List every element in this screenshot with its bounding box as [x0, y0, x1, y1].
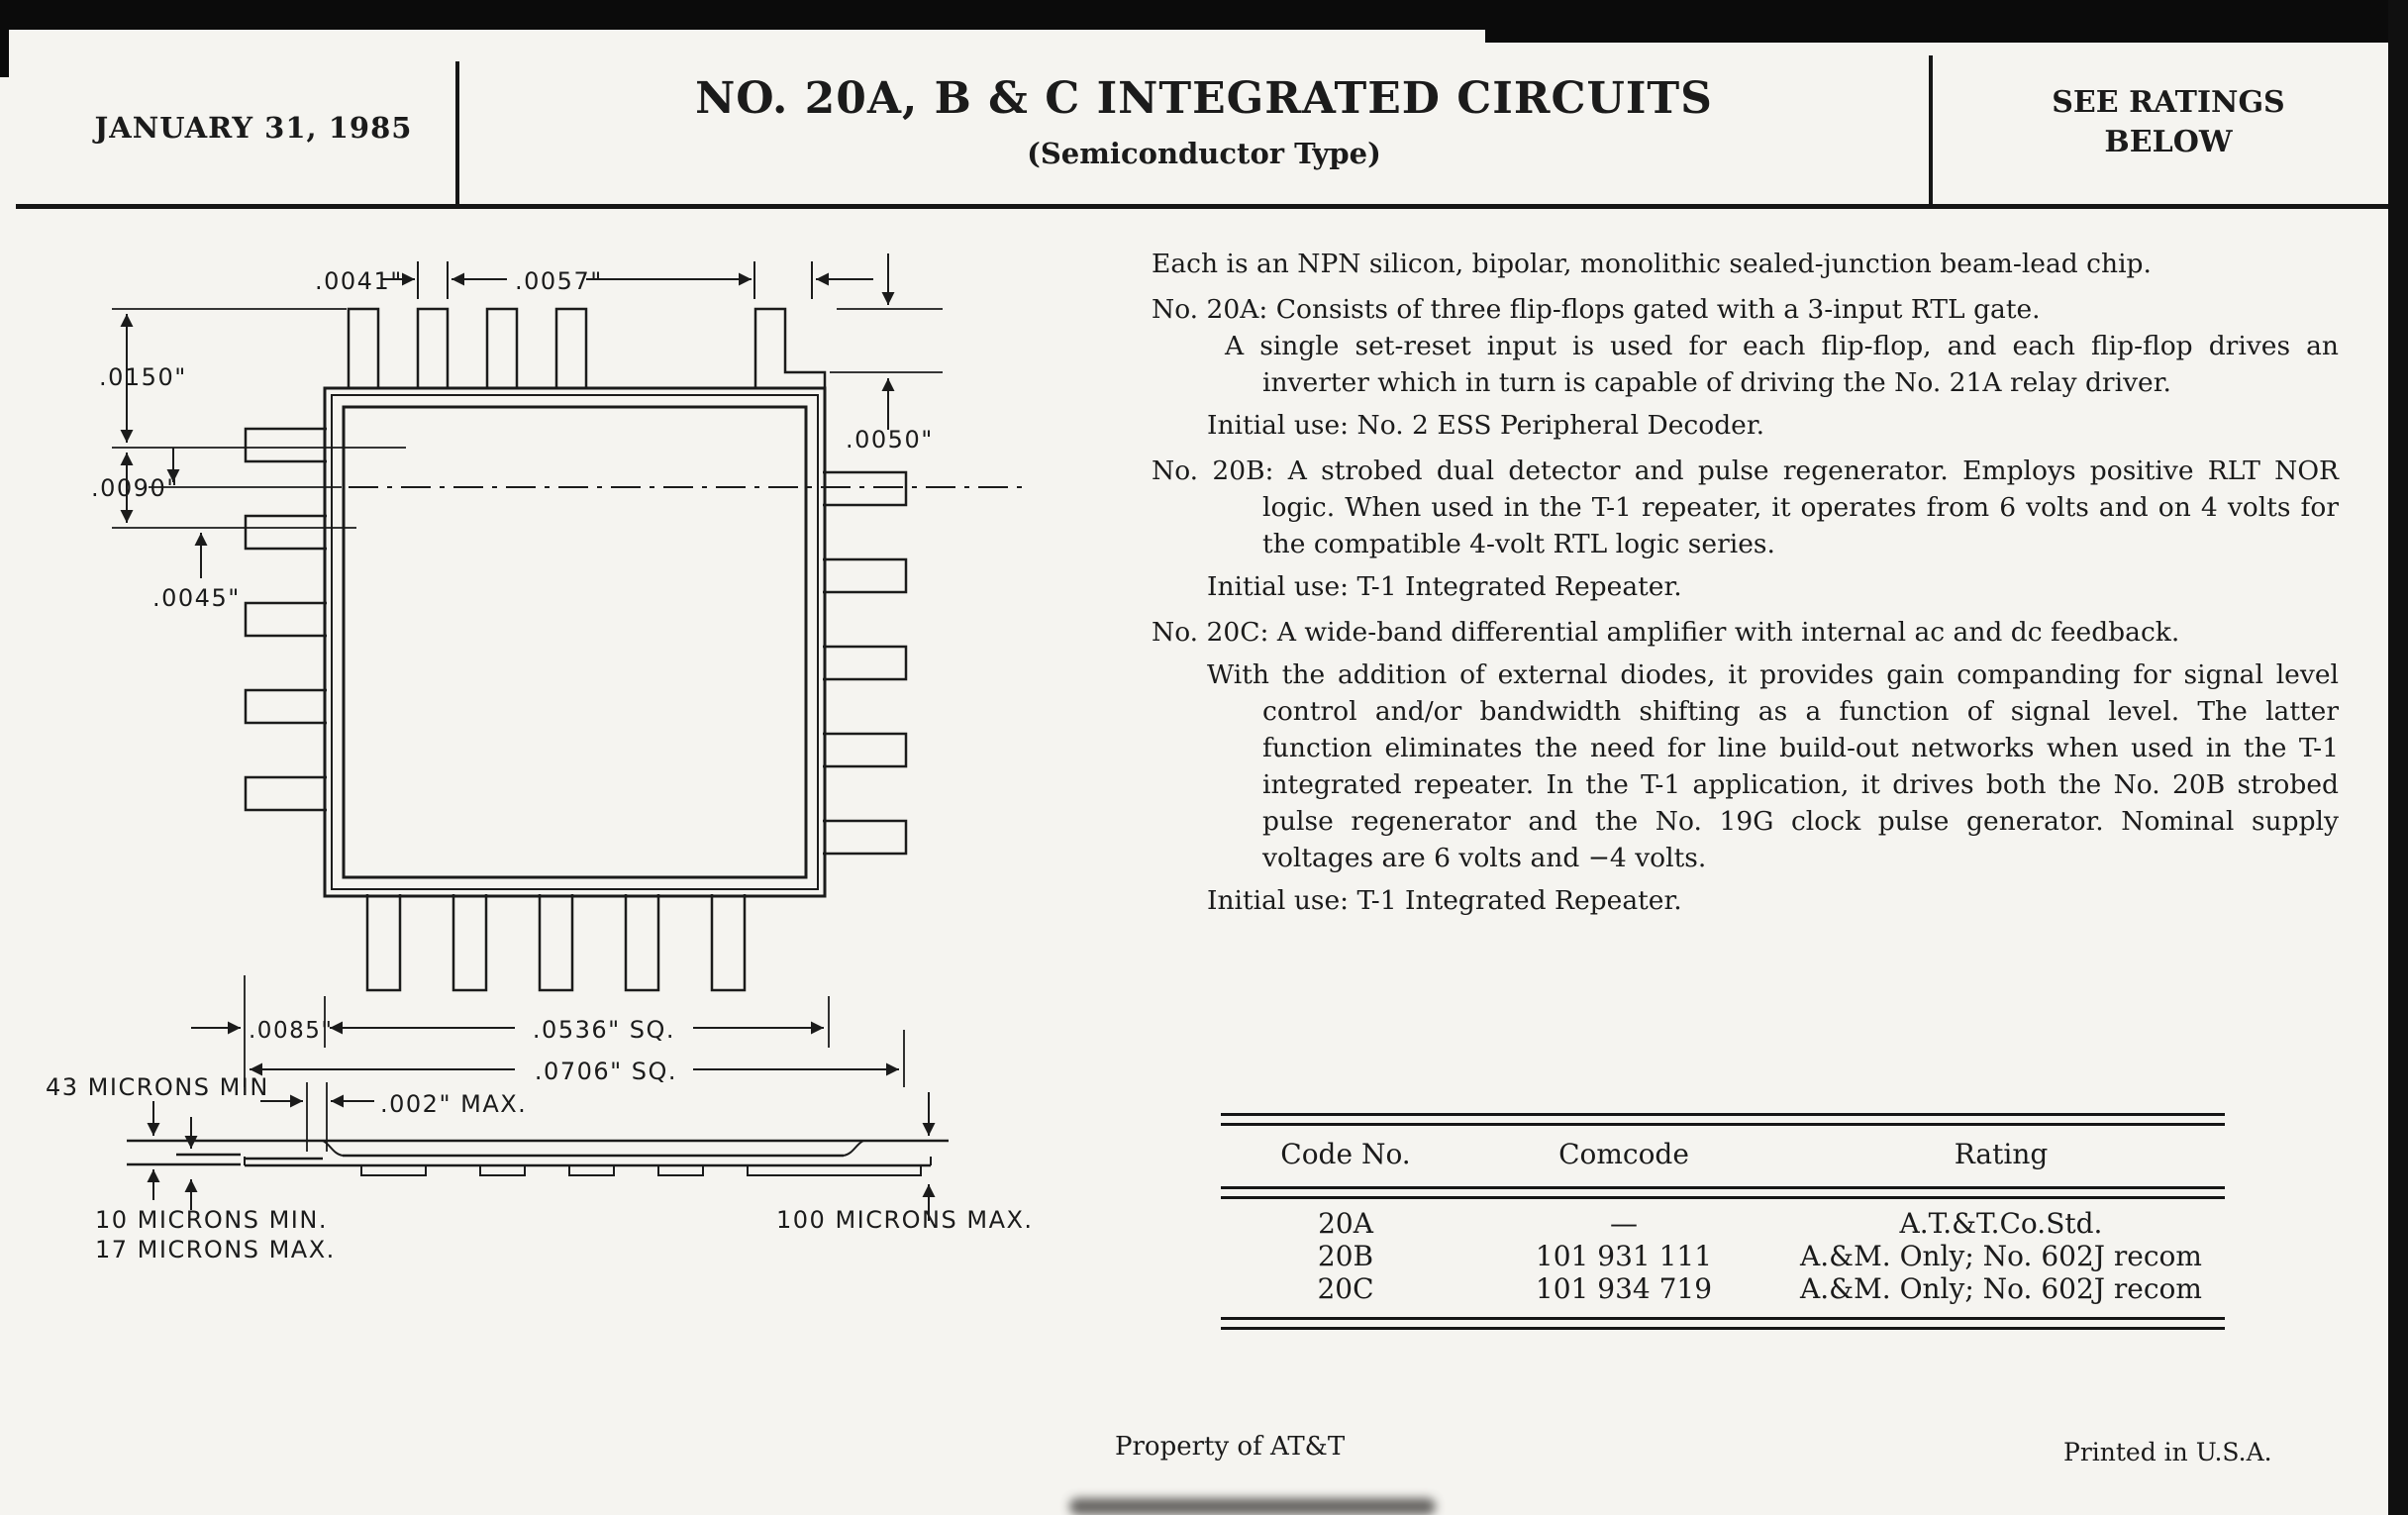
microns-100-label: 100 MICRONS MAX. — [776, 1206, 1034, 1234]
bottom-dimensions — [191, 975, 904, 1087]
left-dimensions — [91, 314, 406, 612]
page-title: NO. 20A, B & C INTEGRATED CIRCUITS — [695, 73, 1713, 124]
table-header-row — [1221, 1126, 2225, 1186]
table-row — [1221, 1272, 2225, 1305]
document-date: JANUARY 31, 1985 — [94, 111, 413, 145]
scan-top-black-bar-right — [1485, 30, 2408, 43]
table-row — [1221, 1207, 2225, 1240]
paragraph-20b-use: Initial use: T-1 Integrated Repeater. — [1207, 571, 1682, 602]
scan-left-notch — [0, 28, 9, 77]
footer-property-note: Property of AT&T — [1115, 1432, 1346, 1462]
column-header-code: Code No. — [1280, 1138, 1411, 1170]
paragraph-20a: No. 20A: Consists of three flip-flops gated with a 3-input RTL gate. — [1152, 294, 2041, 325]
paragraph-20c: No. 20C: A wide-band differential amplifier with internal ac and dc feedback. — [1152, 617, 2180, 648]
paragraph-20c-use: Initial use: T-1 Integrated Repeater. — [1207, 885, 1682, 916]
description-column — [1152, 246, 2339, 919]
ratings-note-line1: SEE RATINGS — [2052, 85, 2285, 120]
paragraph-intro: Each is an NPN silicon, bipolar, monolithic sealed-junction beam-lead chip. — [1152, 249, 2152, 279]
cell-rating: A.&M. Only; No. 602J recom — [1800, 1272, 2202, 1305]
cell-code: 20A — [1318, 1207, 1373, 1240]
dim-0041-label: .0041" — [315, 267, 403, 295]
dim-0050-label: .0050" — [846, 426, 934, 454]
cell-rating: A.&M. Only; No. 602J recom — [1800, 1240, 2202, 1272]
dim-0085-label: .0085" — [249, 1018, 334, 1044]
microns-10-label: 10 MICRONS MIN. — [95, 1206, 328, 1234]
table-header-rule — [1221, 1186, 2225, 1199]
cell-code: 20B — [1317, 1240, 1374, 1272]
dim-0045-label: .0045" — [152, 584, 241, 612]
ratings-table — [1221, 1113, 2225, 1330]
header-divider-right — [1929, 55, 1933, 206]
dim-0150-label: .0150" — [99, 363, 187, 391]
paragraph-20a-detail: A single set-reset input is used for each flip-flop, and each flip-flop drives an inverter which in turn is capable of driving the No. 21A relay driver. — [1225, 331, 2339, 398]
chip-body-outline — [325, 388, 825, 896]
column-header-rating: Rating — [1954, 1138, 2049, 1170]
cell-comcode: 101 931 111 — [1535, 1240, 1713, 1272]
scan-top-black-bar — [0, 0, 2408, 30]
paragraph-20a-use: Initial use: No. 2 ESS Peripheral Decoder. — [1207, 410, 1765, 441]
dim-0090-label: .0090" — [91, 474, 179, 502]
dim-0536-label: .0536" SQ. — [532, 1016, 676, 1044]
ratings-note — [1964, 83, 2372, 162]
page-subtitle: (Semiconductor Type) — [1027, 137, 1381, 170]
scan-right-black-strip — [2388, 0, 2408, 1515]
chip-left-leads — [246, 429, 327, 810]
paragraph-20b: No. 20B: A strobed dual detector and pulse regenerator. Employs positive RLT NOR logic. When used in the T-1 repeater, it operates from 6 volts and on 4 volts for the compatible 4-volt RTL logic series. — [1152, 455, 2339, 559]
microns-17-label: 17 MICRONS MAX. — [95, 1236, 336, 1263]
cross-section-under-tabs — [361, 1165, 921, 1175]
cell-rating: A.T.&T.Co.Std. — [1899, 1207, 2103, 1240]
dim-0057-label: .0057" — [515, 267, 603, 295]
microns-43-label: 43 MICRONS MIN — [46, 1073, 269, 1101]
cross-section-view — [46, 1073, 1034, 1263]
notched-corner-lead — [755, 309, 825, 389]
table-bottom-rule — [1221, 1317, 2225, 1330]
chip-top-leads — [349, 309, 825, 389]
scan-bottom-smudge — [1069, 1498, 1436, 1515]
chip-right-leads — [823, 472, 906, 854]
cell-code: 20C — [1317, 1272, 1374, 1305]
paragraph-20c-detail: With the addition of external diodes, it provides gain companding for signal level control and/or bandwidth shifting as a function of signal level. The latter function eliminates the need for line build-out networks when used in the T-1 integrated repeater. In the T-1 application, it drives both the No. 20B strobed pulse regenerator and the No. 19G clock pulse generator. Nominal supply voltages are 6 volts and −4 volts. — [1207, 659, 2339, 873]
chip-dimension-diagram — [40, 228, 1168, 1267]
ratings-note-line2: BELOW — [2104, 125, 2233, 159]
table-top-rule — [1221, 1113, 2225, 1126]
header-divider-left — [455, 61, 459, 206]
column-header-comcode: Comcode — [1558, 1138, 1689, 1170]
header-rule — [16, 204, 2388, 209]
table-body — [1221, 1199, 2225, 1317]
footer-printed-note: Printed in U.S.A. — [2063, 1438, 2272, 1466]
table-row — [1221, 1240, 2225, 1272]
chip-bottom-leads — [367, 894, 745, 990]
cell-comcode: — — [1610, 1207, 1638, 1240]
dim-0706-label: .0706" SQ. — [534, 1058, 678, 1085]
dim-002-label: .002" MAX. — [380, 1090, 528, 1118]
cell-comcode: 101 934 719 — [1535, 1272, 1713, 1305]
